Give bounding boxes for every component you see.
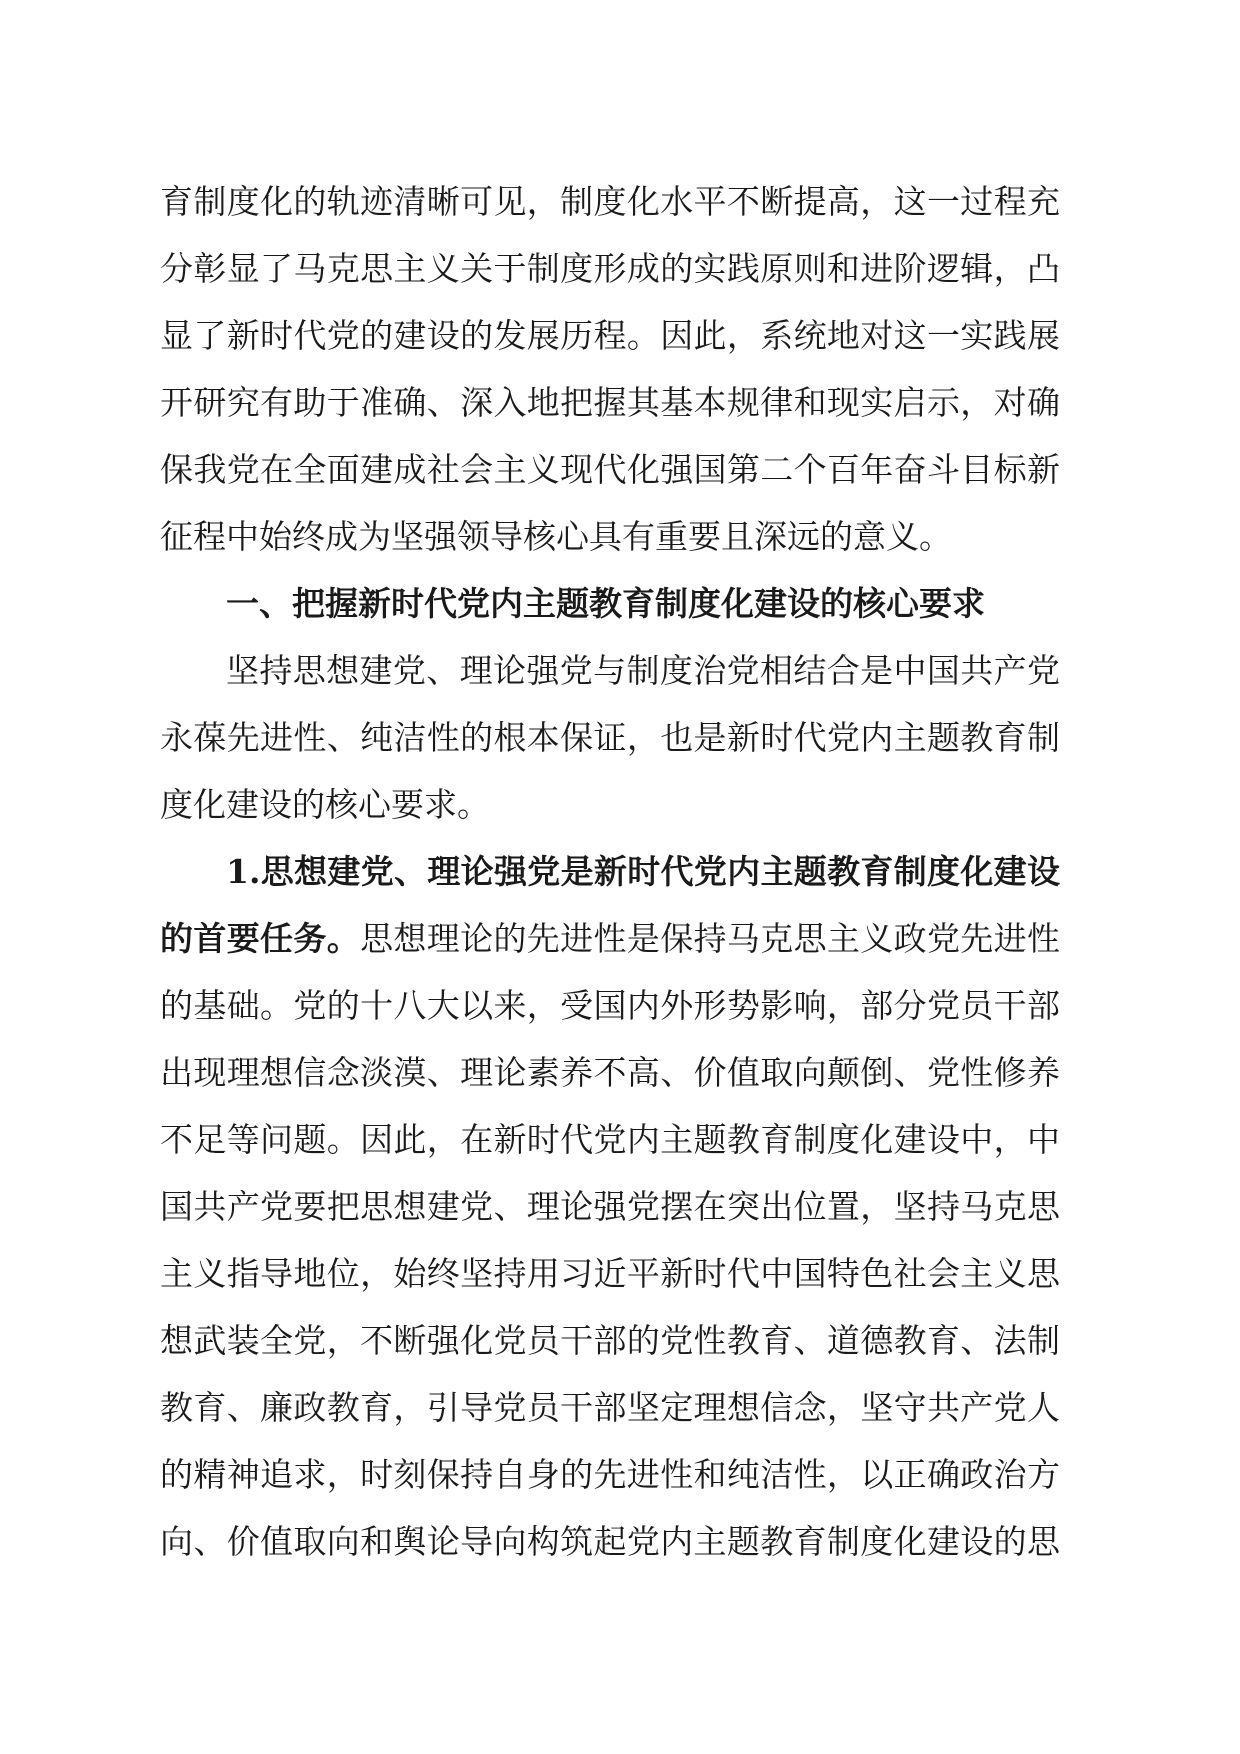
paragraph-line: 分彰显了马克思主义关于制度形成的实践原则和进阶逻辑，凸	[160, 249, 1060, 288]
paragraph-line: 显了新时代党的建设的发展历程。因此，系统地对这一实践展	[160, 316, 1060, 355]
paragraph-line: 永葆先进性、纯洁性的根本保证，也是新时代党内主题教育制	[160, 718, 1060, 757]
paragraph-line: 主义指导地位，始终坚持用习近平新时代中国特色社会主义思	[160, 1254, 1060, 1293]
subsection-title: 1.思想建党、理论强党是新时代党内主题教育制度化建设	[226, 852, 1060, 891]
section-heading: 一、把握新时代党内主题教育制度化建设的核心要求	[226, 584, 985, 623]
paragraph-line: 征程中始终成为坚强领导核心具有重要且深远的意义。	[160, 517, 952, 556]
paragraph-line: 国共产党要把思想建党、理论强党摆在突出位置，坚持马克思	[160, 1187, 1060, 1226]
paragraph-line: 向、价值取向和舆论导向构筑起党内主题教育制度化建设的思	[160, 1522, 1060, 1561]
paragraph-line: 保我党在全面建成社会主义现代化强国第二个百年奋斗目标新	[160, 450, 1060, 489]
paragraph-line: 育制度化的轨迹清晰可见，制度化水平不断提高，这一过程充	[160, 182, 1060, 221]
subsection-title-end: 的首要任务。	[160, 919, 361, 958]
paragraph-line	[160, 838, 1060, 905]
paragraph-line: 坚持思想建党、理论强党与制度治党相结合是中国共产党	[226, 651, 1060, 690]
document-body	[160, 168, 1060, 1575]
paragraph-line: 开研究有助于准确、深入地把握其基本规律和现实启示，对确	[160, 383, 1060, 422]
paragraph-line: 想武装全党，不断强化党员干部的党性教育、道德教育、法制	[160, 1321, 1060, 1360]
paragraph-text: 思想理论的先进性是保持马克思主义政党先进性	[360, 919, 1061, 958]
paragraph-line: 教育、廉政教育，引导党员干部坚定理想信念，坚守共产党人	[160, 1388, 1060, 1427]
paragraph-line: 度化建设的核心要求。	[160, 785, 490, 824]
paragraph-line: 的精神追求，时刻保持自身的先进性和纯洁性，以正确政治方	[160, 1455, 1060, 1494]
paragraph-line: 不足等问题。因此，在新时代党内主题教育制度化建设中，中	[160, 1120, 1060, 1159]
paragraph-line: 出现理想信念淡漠、理论素养不高、价值取向颠倒、党性修养	[160, 1053, 1060, 1092]
paragraph-line: 的基础。党的十八大以来，受国内外形势影响，部分党员干部	[160, 986, 1060, 1025]
paragraph-line	[160, 905, 1060, 972]
